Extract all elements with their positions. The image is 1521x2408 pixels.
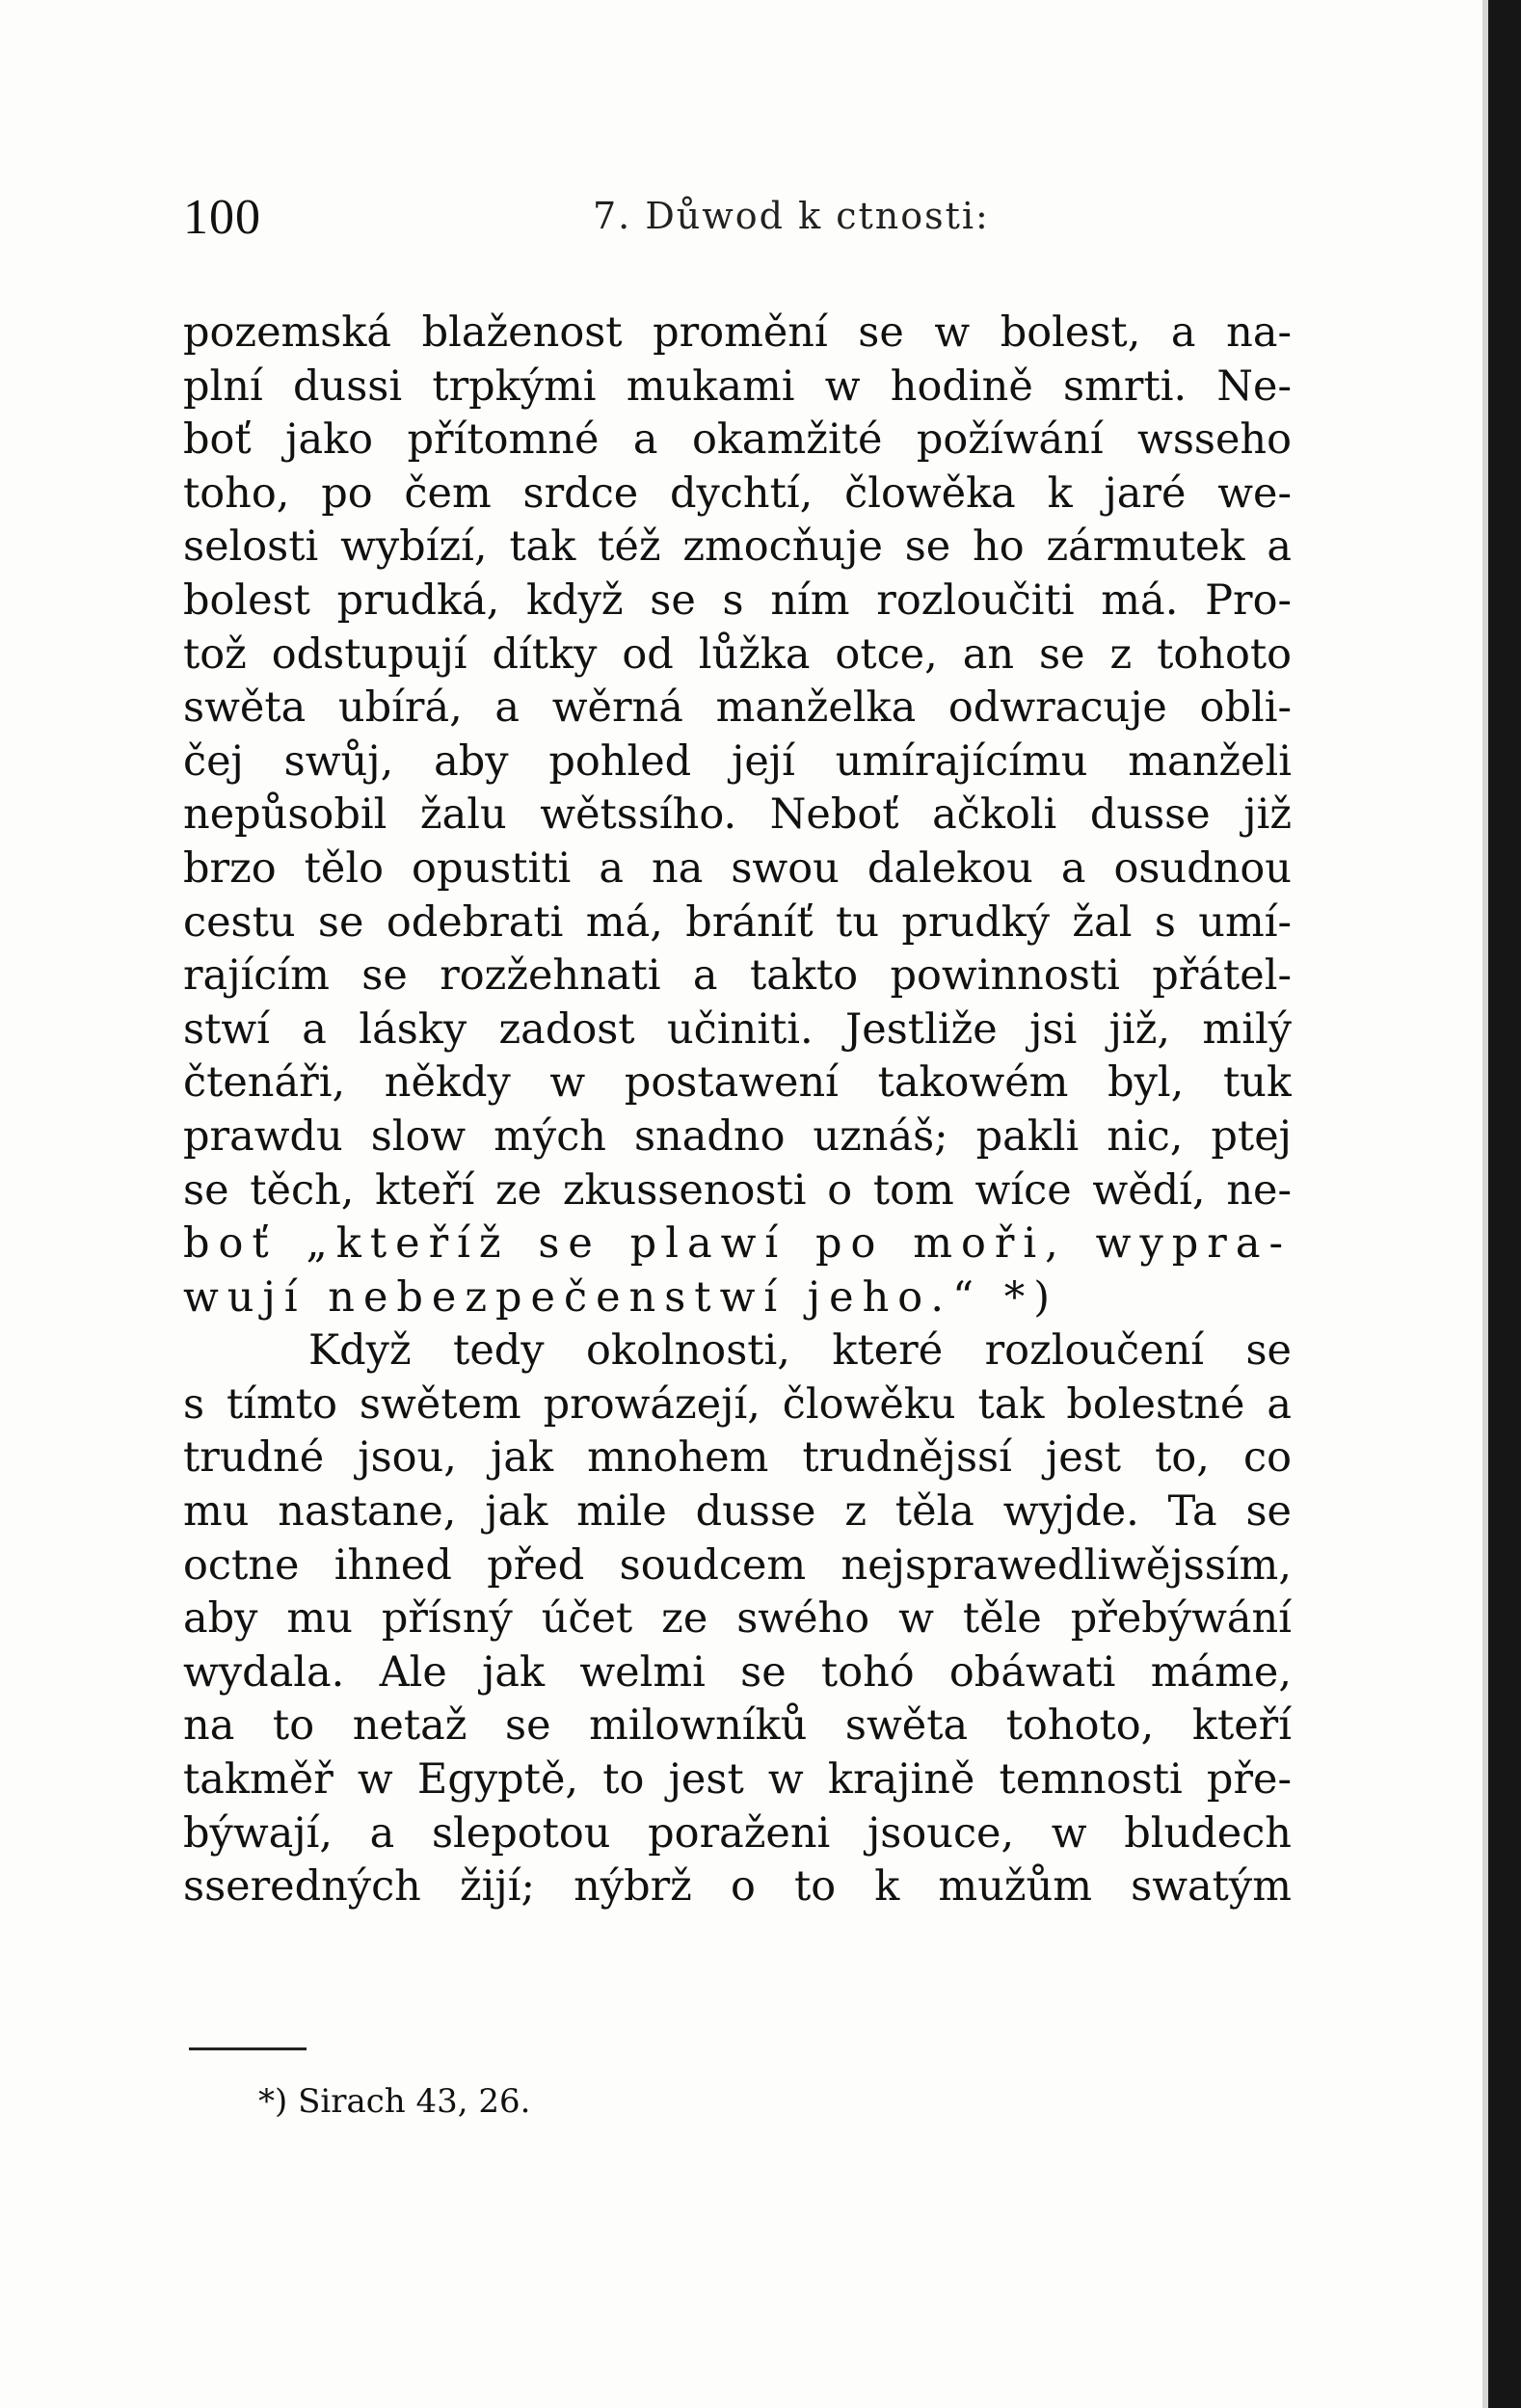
- text-line: octne ihned před soudcem nejsprawedliwějssím,: [183, 1540, 1292, 1590]
- text-line-spaced: wují nebezpečenstwí jeho.“ *): [183, 1272, 1058, 1322]
- text-line: selosti wybízí, tak též zmocňuje se ho zármutek a: [183, 522, 1292, 572]
- text-line: rajícím se rozžehnati a takto powinnosti přátel-: [183, 951, 1292, 1001]
- text-line: býwají, a slepotou poraženi jsouce, w bludech: [183, 1808, 1292, 1858]
- text-line: se těch, kteří ze zkussenosti o tom wíce wědí, ne-: [183, 1165, 1292, 1215]
- page-edge-border: [1488, 0, 1521, 2408]
- text-line: tož odstupují dítky od lůžka otce, an se z tohoto: [183, 629, 1292, 679]
- footnote: *) Sirach 43, 26.: [258, 2082, 531, 2121]
- text-line: čtenáři, někdy w postawení takowém byl, tuk: [183, 1058, 1292, 1108]
- text-line: na to netaž se milowníků swěta tohoto, kteří: [183, 1701, 1292, 1751]
- text-line-spaced: boť „kteříž se plawí po moři, wypra-: [183, 1219, 1292, 1269]
- page-header: [183, 189, 1292, 266]
- text-line: swěta ubírá, a wěrná manželka odwracuje obli-: [183, 683, 1292, 733]
- text-line: nepůsobil žalu wětssího. Neboť ačkoli dusse již: [183, 790, 1292, 840]
- text-line: aby mu přísný účet ze swého w těle přebýwání: [183, 1594, 1292, 1644]
- body-text: [183, 307, 1292, 1914]
- paragraph-first-line: Když tedy okolnosti, které rozloučení se: [308, 1326, 1292, 1376]
- text-line: prawdu slow mých snadno uznáš; pakli nic, ptej: [183, 1111, 1292, 1161]
- text-line: wydala. Ale jak welmi se tohó obáwati máme,: [183, 1647, 1292, 1697]
- text-line: brzo tělo opustiti a na swou dalekou a osudnou: [183, 843, 1292, 893]
- text-line: toho, po čem srdce dychtí, člowěka k jaré we-: [183, 468, 1292, 518]
- text-line: stwí a lásky zadost učiniti. Jestliže jsi již, milý: [183, 1004, 1292, 1054]
- running-head: 7. Důwod k ctnosti:: [593, 195, 990, 237]
- text-line: bolest prudká, když se s ním rozloučiti má. Pro-: [183, 575, 1292, 625]
- text-line: boť jako přítomné a okamžité požíwání wsseho: [183, 415, 1292, 465]
- text-line: s tímto swětem prowázejí, člowěku tak bolestné a: [183, 1379, 1292, 1429]
- text-line: čej swůj, aby pohled její umírajícímu manželi: [183, 736, 1292, 786]
- text-line: sseredných žijí; nýbrž o to k mužům swatým: [183, 1862, 1292, 1912]
- text-line: trudné jsou, jak mnohem trudnějssí jest to, co: [183, 1433, 1292, 1483]
- text-line: cestu se odebrati má, bráníť tu prudký žal s umí-: [183, 897, 1292, 947]
- text-line: takměř w Egyptě, to jest w krajině temnosti pře-: [183, 1755, 1292, 1805]
- text-line: mu nastane, jak mile dusse z těla wyjde. Ta se: [183, 1487, 1292, 1537]
- text-line: pozemská blaženost promění se w bolest, a na-: [183, 308, 1292, 357]
- page-number: 100: [183, 190, 261, 245]
- text-line: plní dussi trpkými mukami w hodině smrti. Ne-: [183, 361, 1292, 411]
- footnote-divider: [189, 2047, 307, 2050]
